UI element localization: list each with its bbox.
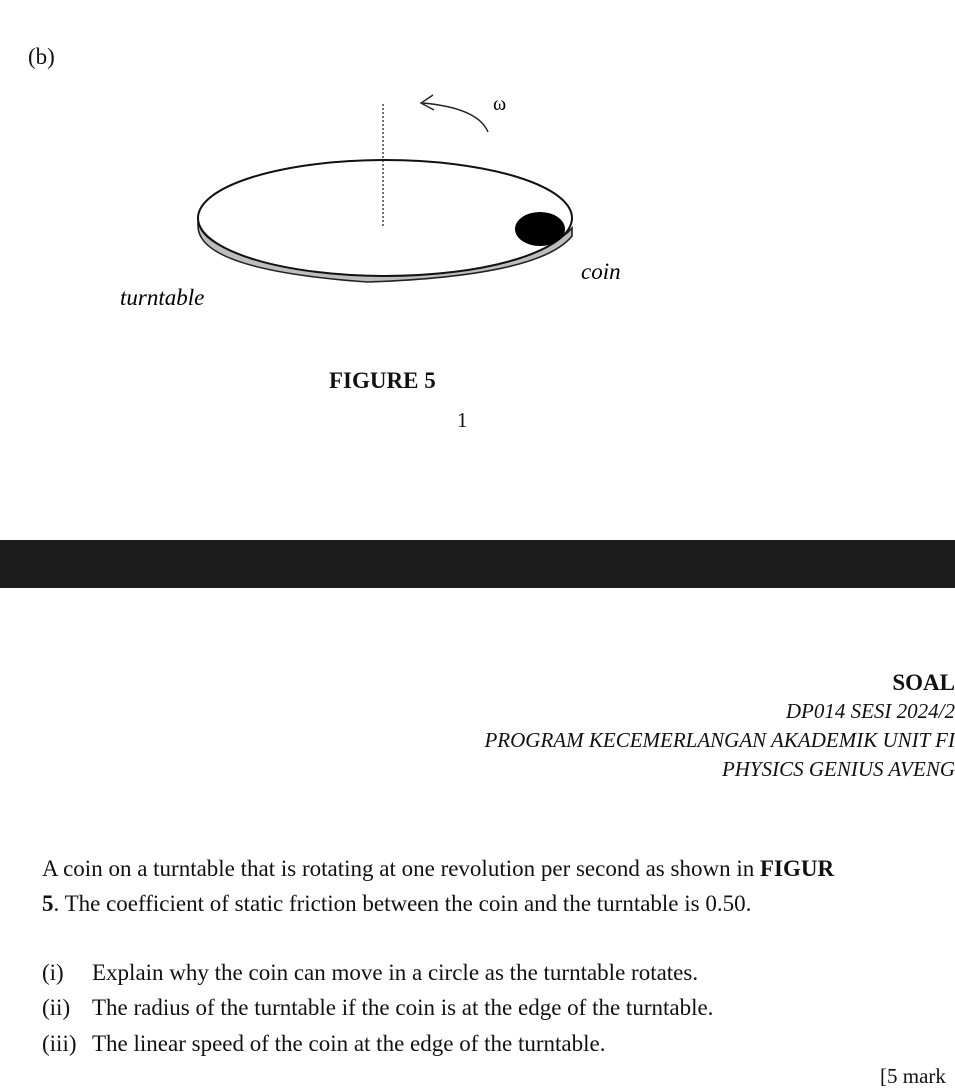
- header-program: PROGRAM KECEMERLANGAN AKADEMIK UNIT FI: [484, 728, 955, 752]
- header-team: PHYSICS GENIUS AVENG: [721, 757, 955, 781]
- question-text: A coin on a turntable that is rotating at one revolution per second as shown in: [42, 856, 760, 881]
- rotation-arrow: [423, 103, 488, 132]
- figure-reference: FIGUR: [759, 856, 835, 881]
- subpart-ii: [42, 995, 713, 1021]
- figure-reference-number: 5: [42, 891, 54, 916]
- subpart-text: The linear speed of the coin at the edge of the turntable.: [92, 1031, 606, 1056]
- part-label: (b): [28, 44, 55, 69]
- figure-5-diagram: [0, 0, 955, 330]
- subpart-number: (iii): [42, 1031, 77, 1056]
- page-divider: [0, 540, 955, 588]
- subpart-i: [42, 960, 698, 986]
- subpart-iii: [42, 1031, 605, 1057]
- omega-label: ω: [493, 93, 507, 115]
- subpart-text: The radius of the turntable if the coin is at the edge of the turntable.: [92, 995, 714, 1020]
- coin: [515, 212, 565, 246]
- figure-caption: FIGURE 5: [329, 368, 436, 393]
- question-line-1: [42, 856, 834, 882]
- turntable-top: [198, 160, 572, 276]
- question-text: . The coefficient of static friction between the coin and the turntable is 0.50.: [53, 891, 752, 916]
- coin-label: coin: [581, 259, 621, 284]
- page-number: 1: [457, 408, 468, 432]
- turntable-label: turntable: [120, 285, 205, 310]
- marks-label: [5 mark: [880, 1064, 946, 1088]
- header-course: DP014 SESI 2024/2: [785, 699, 955, 723]
- subpart-number: (i): [42, 960, 64, 985]
- subpart-number: (ii): [42, 995, 71, 1020]
- subpart-text: Explain why the coin can move in a circle as the turntable rotates.: [92, 960, 699, 985]
- question-line-2: [42, 891, 751, 917]
- header-soal: SOAL: [892, 670, 955, 695]
